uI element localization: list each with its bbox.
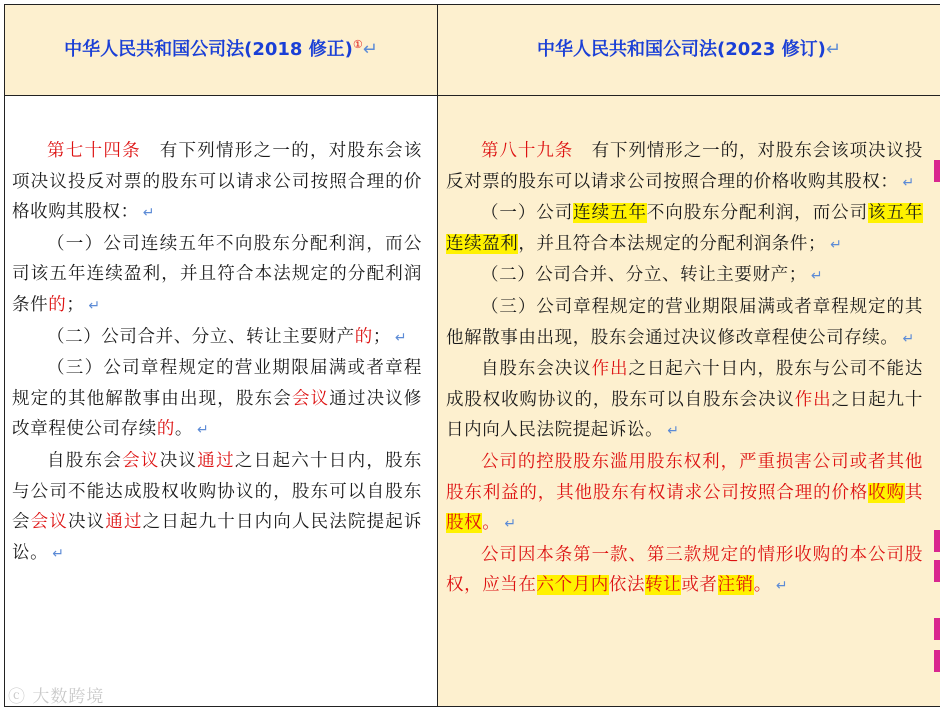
deleted-text: 会议 (122, 450, 160, 471)
return-mark-icon: ↵ (142, 205, 156, 222)
return-mark-icon: ↵ (52, 545, 65, 562)
added-text: 作出 (794, 389, 832, 410)
highlighted-text: 该五年连续盈利 (446, 203, 923, 254)
highlighted-text: 连续五年 (573, 203, 647, 224)
article-number: 第八十九条 (481, 141, 574, 161)
right-title-text: 中华人民共和国公司法(2023 修订) (537, 39, 826, 60)
return-mark-icon: ↵ (504, 516, 517, 533)
left-paragraph-3: （二）公司合并、分立、转让主要财产的； ↵ (47, 326, 408, 347)
deleted-text: 会议 (291, 388, 330, 409)
deleted-text: 会议 (30, 512, 68, 533)
watermark-logo-icon: ⓒ (8, 687, 26, 707)
right-paragraph-5: 自股东会决议作出之日起六十日内，股东与公司不能达成股权收购协议的，股东可以自股东会决议作出之日起九十日内向人民法院提起诉讼。 ↵ (446, 359, 924, 441)
highlighted-text: 六个月内 (536, 575, 609, 596)
left-paragraph-4: （三）公司章程规定的营业期限届满或者章程规定的其他解散事由出现，股东会会议通过决议修改章程使公司存续的。 ↵ (12, 358, 423, 440)
highlighted-text: 转让 (645, 575, 682, 596)
left-paragraph-5: 自股东会会议决议通过之日起六十日内，股东与公司不能达成股权收购协议的，股东可以自股东会会议决议通过之日起九十日内向人民法院提起诉讼。 ↵ (12, 450, 423, 563)
left-article-text (12, 136, 422, 569)
added-text: 作出 (591, 359, 629, 380)
right-paragraph-4: （三）公司章程规定的营业期限届满或者章程规定的其他解散事由出现，股东会通过决议修改章程使公司存续。 ↵ (446, 296, 923, 348)
deleted-text: 的 (156, 419, 175, 440)
deleted-text: 的 (48, 294, 67, 315)
right-paragraph-2: （一）公司连续五年不向股东分配利润，而公司该五年连续盈利，并且符合本法规定的分配利润条件； ↵ (446, 203, 923, 254)
return-mark-icon: ↵ (394, 329, 408, 346)
revision-bar-marker (934, 618, 940, 640)
left-body-cell (5, 96, 438, 707)
left-title-text: 中华人民共和国公司法(2018 修正) (64, 39, 353, 60)
return-mark-icon: ↵ (902, 174, 915, 191)
return-mark-icon: ↵ (902, 330, 915, 347)
footnote-marker[interactable]: ① (352, 38, 363, 51)
right-article-text (446, 136, 923, 602)
right-body-cell (438, 96, 940, 707)
right-paragraph-6: 公司的控股股东滥用股东权利，严重损害公司或者其他股东利益的，其他股东有权请求公司按照合理的价格收购其股权。 ↵ (446, 451, 923, 534)
revision-bar-marker (934, 650, 940, 672)
right-paragraph-3: （二）公司合并、分立、转让主要财产； ↵ (481, 265, 824, 286)
revision-bar-marker (934, 160, 940, 182)
return-mark-icon: ↵ (775, 578, 789, 595)
paragraph-mark-icon: ↵ (825, 39, 841, 60)
left-paragraph-1: 第七十四条 有下列情形之一的，对股东会该项决议投反对票的股东可以请求公司按照合理的价格收购其股权： ↵ (12, 141, 422, 223)
watermark (8, 682, 104, 707)
right-header-cell (438, 5, 940, 96)
revision-bar-marker (934, 530, 940, 552)
return-mark-icon: ↵ (830, 236, 843, 253)
paragraph-mark-icon: ↵ (362, 39, 378, 60)
law-comparison-table (4, 4, 940, 707)
return-mark-icon: ↵ (197, 422, 210, 439)
deleted-text: 通过 (197, 450, 235, 471)
left-paragraph-2: （一）公司连续五年不向股东分配利润，而公司该五年连续盈利，并且符合本法规定的分配利润条件的； ↵ (12, 233, 422, 315)
return-mark-icon: ↵ (810, 268, 824, 285)
highlighted-text: 注销 (717, 575, 754, 596)
return-mark-icon: ↵ (88, 297, 101, 314)
deleted-text: 的 (354, 326, 373, 347)
highlighted-text: 收购 (868, 482, 905, 503)
return-mark-icon: ↵ (667, 423, 680, 440)
left-column-title (5, 35, 437, 61)
deleted-text: 通过 (105, 512, 143, 533)
article-number: 第七十四条 (47, 141, 141, 161)
right-paragraph-1: 第八十九条 有下列情形之一的，对股东会该项决议投反对票的股东可以请求公司按照合理的价格收购其股权： ↵ (446, 141, 923, 192)
watermark-text: 大数跨境 (32, 687, 105, 707)
right-column-title (438, 35, 940, 61)
left-header-cell (5, 5, 438, 96)
right-paragraph-7: 公司因本条第一款、第三款规定的情形收购的本公司股权，应当在六个月内依法转让或者注销。 ↵ (446, 544, 923, 596)
highlighted-text: 股权 (446, 513, 483, 534)
revision-bar-marker (934, 560, 940, 582)
